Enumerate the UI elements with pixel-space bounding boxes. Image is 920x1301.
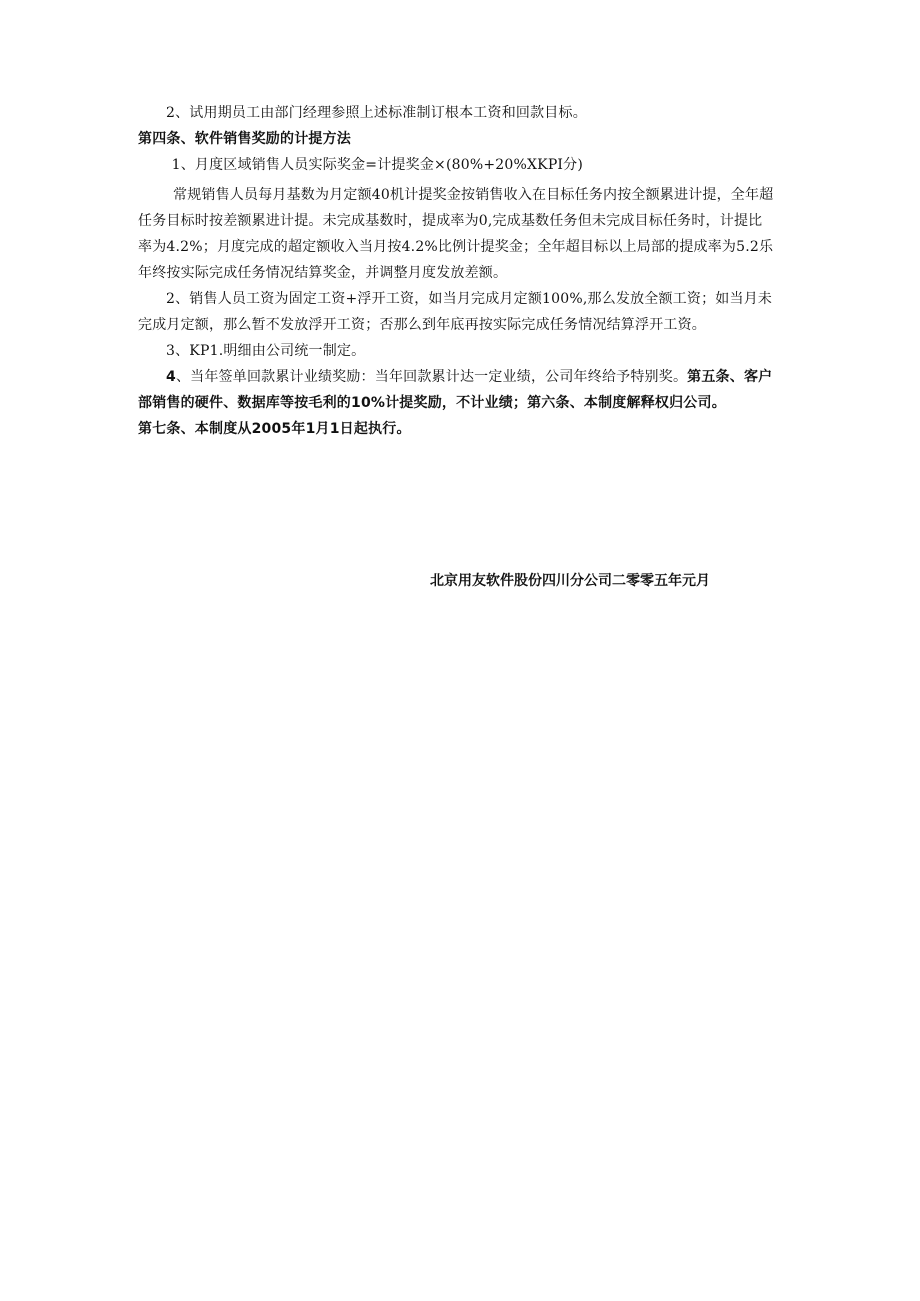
- paragraph-kpi: 3、KP1.明细由公司统一制定。: [166, 343, 366, 359]
- contract-number: 4: [166, 369, 176, 385]
- signature-line: 北京用友软件股份四川分公司二零零五年元月: [430, 573, 710, 589]
- paragraph-probation: 2、试用期员工由部门经理参照上述标准制订根本工资和回款目标。: [166, 105, 587, 121]
- document-body: [138, 100, 774, 442]
- contract-text: 、当年签单回款累计业绩奖励：当年回款累计达一定业绩，公司年终给予特别奖。: [175, 369, 688, 385]
- paragraph-salary: 2、销售人员工资为固定工资+浮开工资，如当月完成月定额100%,那么发放全额工资；如当月未完成月定额，那么暂不发放浮开工资；否那么到年底再按实际完成任务情况结算浮开工资。: [138, 291, 773, 333]
- paragraph-regular-sales: 常规销售人员每月基数为月定额40机计提奖金按销售收入在目标任务内按全额累进计提，全年超任务目标时按差额累进计提。未完成基数时，提成率为0,完成基数任务但未完成目标任务时，计提比率为4.2%；月度完成的超定额收入当月按4.2%比例计提奖金；全年超目标以上局部的提成率为5.2乐年终按实际完成任务情况结算奖金，并调整月度发放差额。: [138, 187, 774, 281]
- heading-article-4: 第四条、软件销售奖励的计提方法: [138, 131, 351, 147]
- paragraph-article-7: 第七条、本制度从2005年1月1日起执行。: [138, 421, 411, 437]
- paragraph-formula: 1、月度区域销售人员实际奖金=计提奖金×(80%+20%XKPI分): [171, 157, 584, 173]
- paragraph-contract-bonus: [138, 364, 774, 416]
- article-5-6-text: 第五条、客户部销售的硬件、数据库等按毛利的10%计提奖励，不计业绩；第六条、本制度解释权归公司。: [138, 369, 773, 411]
